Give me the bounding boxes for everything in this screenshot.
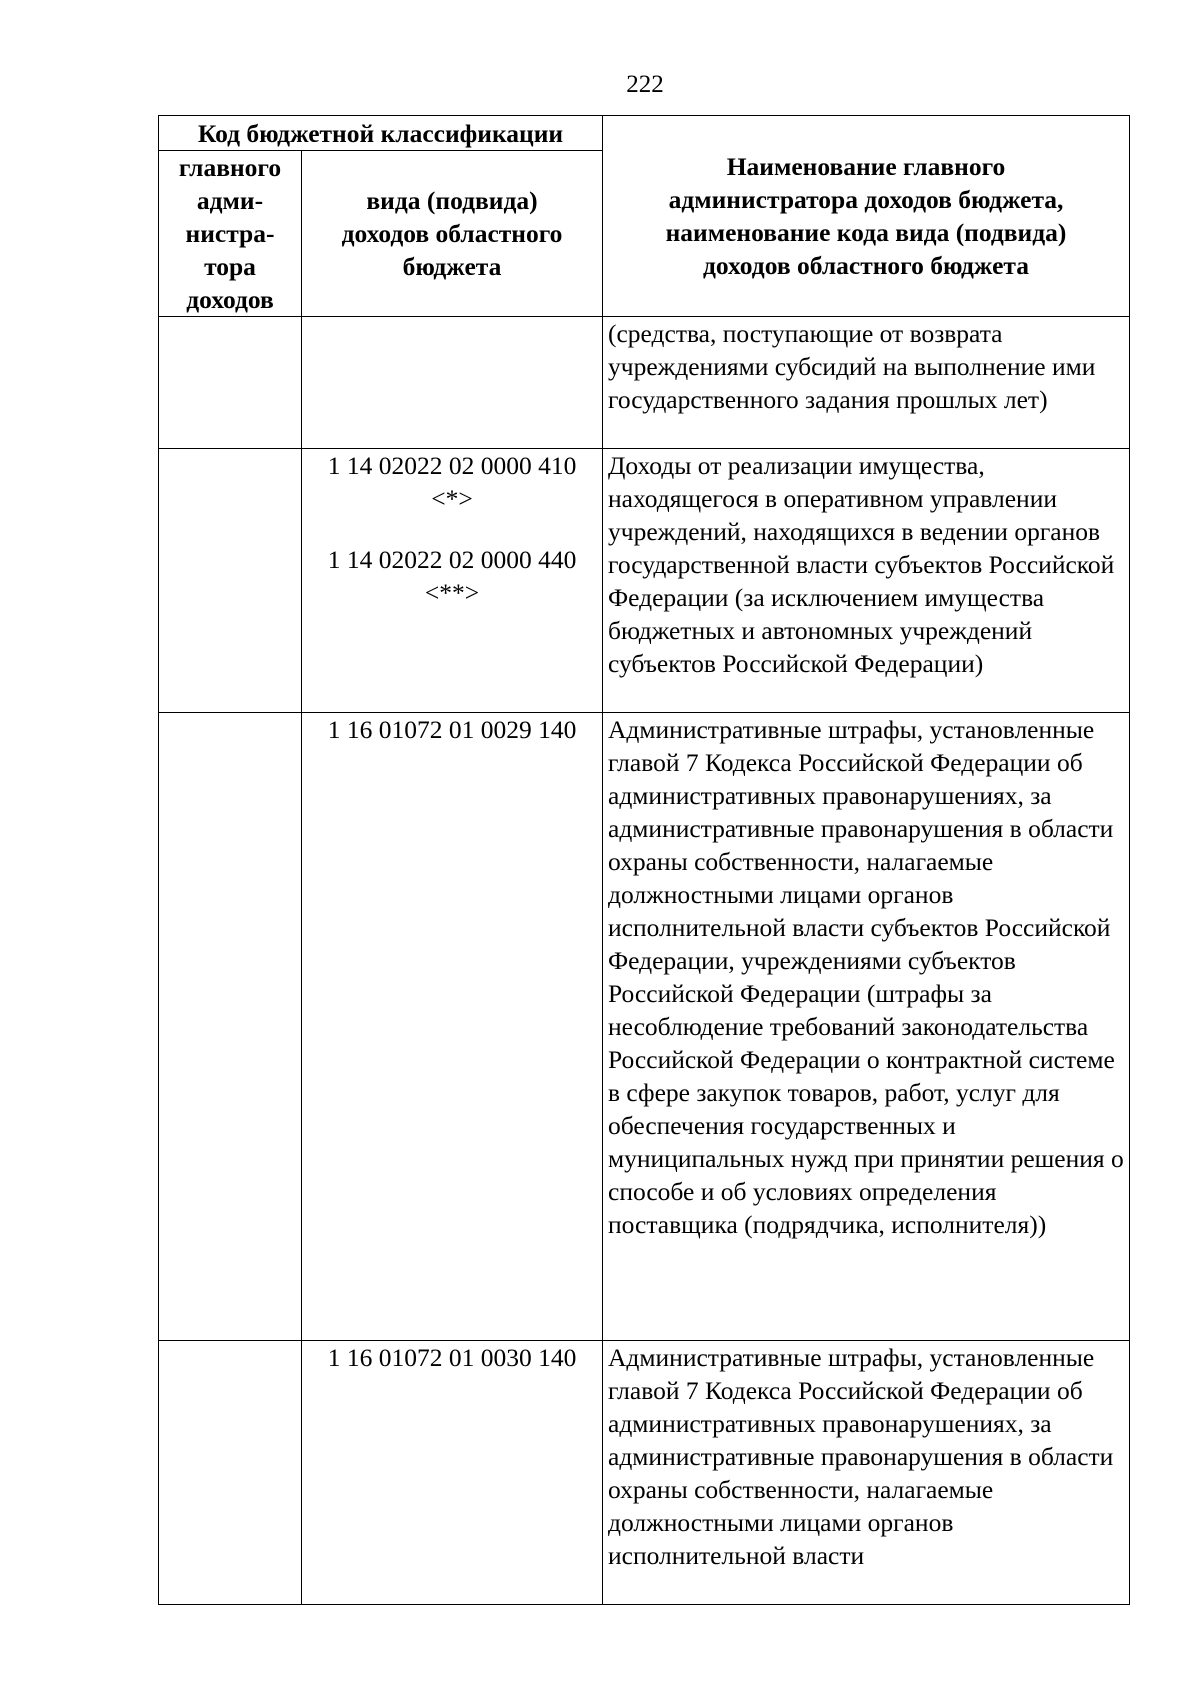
header-admin-column [159,151,302,317]
code-cell [302,1341,603,1605]
table-row [159,449,1130,713]
name-cell: Административные штрафы, установленные главой 7 Кодекса Российской Федерации об административных правонарушениях, за административные правонарушения в области охраны собственности, налагаемые должностными лицами органов исполнительной власти [603,1341,1130,1605]
header-admin-line: нистра- [185,219,275,248]
table-body [159,317,1130,1605]
code-cell [302,317,603,449]
code-cell [302,713,603,1341]
admin-cell [159,449,302,713]
header-name-column [603,116,1130,317]
admin-cell [159,713,302,1341]
table-row [159,713,1130,1341]
table-header [159,116,1130,317]
code-cell [302,449,603,713]
name-cell: Доходы от реализации имущества, находящегося в оперативном управлении учреждений, находящихся в ведении органов государственной власти субъектов Российской Федерации (за исключением имущества бюджетных и автономных учреждений субъектов Российской Федерации) [603,449,1130,713]
budget-classification-table [158,115,1130,1605]
header-code-line: вида (подвида) [366,186,538,215]
page-number: 222 [626,71,664,98]
classification-code: 1 16 01072 01 0030 140 [327,1343,577,1372]
header-name-line: наименование кода вида (подвида) [665,218,1067,247]
table-row [159,317,1130,449]
header-name-line: администратора доходов бюджета, [668,185,1064,214]
classification-code: 1 14 02022 02 0000 440 [327,545,577,574]
header-budget-classification-code: Код бюджетной классификации [159,116,603,151]
header-name-line: доходов областного бюджета [703,251,1029,280]
admin-cell [159,1341,302,1605]
code-footnote-mark: <**> [424,578,480,607]
table-row [159,1341,1130,1605]
classification-code: 1 16 01072 01 0029 140 [327,715,577,744]
admin-cell [159,317,302,449]
name-cell: Административные штрафы, установленные главой 7 Кодекса Российской Федерации об административных правонарушениях, за административные правонарушения в области охраны собственности, налагаемые должностными лицами органов исполнительной власти субъектов Российской Федерации, учреждениями субъектов Российской Федерации (штрафы за несоблюдение требований законодательства Российской Федерации о контрактной системе в сфере закупок товаров, работ, услуг для обеспечения государственных и муниципальных нужд при принятии решения о способе и об условиях определения поставщика (подрядчика, исполнителя)) [603,713,1130,1341]
classification-code: 1 14 02022 02 0000 410 [327,451,577,480]
header-code-line: бюджета [402,252,502,281]
header-code-line: доходов областного [341,219,563,248]
code-footnote-mark: <*> [431,484,473,513]
spacer [307,515,597,543]
header-admin-line: доходов [186,285,274,314]
header-name-line: Наименование главного [726,152,1006,181]
header-admin-line: адми- [196,186,264,215]
name-cell: (средства, поступающие от возврата учреждениями субсидий на выполнение ими государственного задания прошлых лет) [603,317,1130,449]
header-admin-line: тора [204,252,256,281]
header-code-column [302,151,603,317]
header-admin-line: главного [178,153,282,182]
